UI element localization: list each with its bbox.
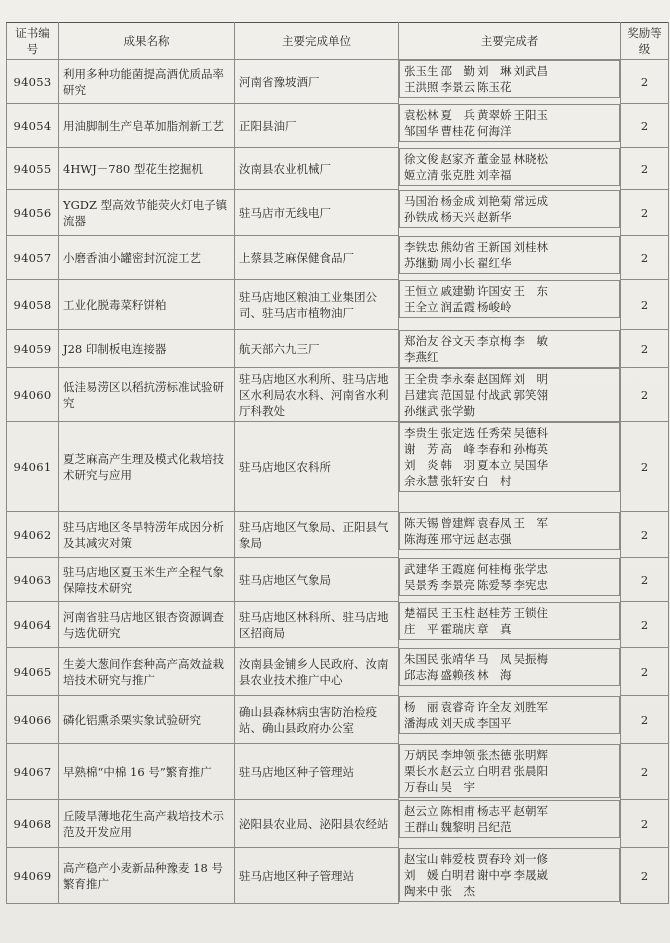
table-row <box>7 744 669 800</box>
header-unit: 主要完成单位 <box>235 23 399 60</box>
header-people: 主要完成者 <box>399 23 621 60</box>
table-row <box>7 148 669 190</box>
completer-name: 武建华 <box>404 561 439 576</box>
completer-name: 李宪忠 <box>513 577 548 592</box>
completer-name: 孙梅英 <box>513 441 548 456</box>
completer-name: 李晟崴 <box>513 867 548 882</box>
table-row <box>7 368 669 422</box>
completer-name: 常远成 <box>513 193 548 208</box>
table-row <box>7 60 669 104</box>
completer-name: 周小长 <box>440 255 475 270</box>
completer-name: 万炳民 <box>404 747 439 762</box>
completer-name: 吴国华 <box>513 457 548 472</box>
completer-name: 孙铁成 <box>404 209 439 224</box>
cell-completion-unit: 航天部六九三厂 <box>235 330 399 368</box>
completer-name: 张明辉 <box>513 747 548 762</box>
completer-name: 任秀荣 <box>477 425 512 440</box>
cell-completers <box>399 602 620 640</box>
cell-completion-unit: 河南省豫坡酒厂 <box>235 60 399 104</box>
cell-achievement-name: 低洼易涝区以稻抗涝标准试验研究 <box>59 368 235 422</box>
completer-name: 王霞庭 <box>440 561 475 576</box>
completer-name: 李国平 <box>477 715 512 730</box>
completers-list <box>404 193 548 225</box>
cell-certificate-id: 94062 <box>7 512 59 558</box>
completer-name: 潘海成 <box>404 715 439 730</box>
completer-name: 赵志强 <box>477 531 512 546</box>
table-row <box>7 512 669 558</box>
cell-achievement-name: 生姜大葱间作套种高产高效益栽培技术研究与推广 <box>59 648 235 696</box>
cell-award-grade: 2 <box>621 800 669 848</box>
completer-name: 白明君 <box>440 867 475 882</box>
table-row <box>7 602 669 648</box>
completer-name: 楚福民 <box>404 605 439 620</box>
completer-name: 何海洋 <box>477 123 512 138</box>
cell-certificate-id: 94066 <box>7 696 59 744</box>
completer-name: 李燕红 <box>404 349 439 364</box>
table-row <box>7 190 669 236</box>
completer-name: 赵国辉 <box>477 371 512 386</box>
completer-name: 袁春凤 <box>477 515 512 530</box>
completer-name: 朱国民 <box>404 651 439 666</box>
cell-award-grade: 2 <box>621 148 669 190</box>
completer-name: 刘 明 <box>513 371 548 386</box>
cell-certificate-id: 94059 <box>7 330 59 368</box>
completer-name: 刘胜军 <box>513 699 548 714</box>
completers-list <box>404 239 548 271</box>
completer-name: 刘 媛 <box>404 867 439 882</box>
cell-award-grade: 2 <box>621 368 669 422</box>
header-row <box>7 23 669 60</box>
completer-name: 邵 勤 <box>440 64 475 78</box>
cell-award-grade: 2 <box>621 648 669 696</box>
cell-achievement-name: 早熟棉“中棉 16 号”繁育推广 <box>59 744 235 800</box>
cell-completers <box>399 236 620 274</box>
completer-name: 张 杰 <box>440 883 475 898</box>
cell-certificate-id: 94060 <box>7 368 59 422</box>
completer-name: 王 东 <box>513 283 548 298</box>
completer-name: 张学忠 <box>513 561 548 576</box>
cell-achievement-name: 利用多种功能菌提高酒优质品率研究 <box>59 60 235 104</box>
cell-award-grade: 2 <box>621 104 669 148</box>
cell-achievement-name: 丘陵旱薄地花生高产栽培技术示范及开发应用 <box>59 800 235 848</box>
completer-name: 张定选 <box>440 425 475 440</box>
completer-name: 张玉生 <box>404 64 439 78</box>
completer-name: 张克胜 <box>440 167 475 182</box>
completers-list <box>404 803 548 835</box>
completer-name: 吴 宇 <box>440 779 475 794</box>
table-row <box>7 280 669 330</box>
completer-name: 邱志海 <box>404 667 439 682</box>
completer-name: 郑治友 <box>404 333 439 348</box>
completer-name: 夏本立 <box>477 457 512 472</box>
completer-name: 刘武昌 <box>513 64 548 78</box>
completer-name: 邢守远 <box>440 531 475 546</box>
completer-name: 贾春玲 <box>477 851 512 866</box>
completer-name: 刘桂林 <box>513 239 548 254</box>
cell-achievement-name: 用油脚制生产皂革加脂剂新工艺 <box>59 104 235 148</box>
completers-list <box>404 283 548 315</box>
completer-name: 马 凤 <box>477 651 512 666</box>
completer-name: 林晓松 <box>513 151 548 166</box>
cell-achievement-name: 夏芝麻高产生理及模式化栽培技术研究与应用 <box>59 422 235 512</box>
completer-name: 杨峻岭 <box>477 299 512 314</box>
cell-completion-unit: 驻马店地区农科所 <box>235 422 399 512</box>
completer-name: 陈玉花 <box>477 80 512 94</box>
cell-award-grade: 2 <box>621 60 669 104</box>
cell-completion-unit: 驻马店地区气象局 <box>235 558 399 602</box>
cell-award-grade: 2 <box>621 744 669 800</box>
completer-name: 孙继武 <box>404 403 439 418</box>
completer-name: 刘幸福 <box>477 167 512 182</box>
cell-completers <box>399 104 620 142</box>
completer-name: 赵宝山 <box>404 851 439 866</box>
completer-name: 许国安 <box>477 283 512 298</box>
completer-name: 杨 丽 <box>404 699 439 714</box>
completer-name: 吕纪范 <box>477 819 512 834</box>
completer-name: 谢中亭 <box>477 867 512 882</box>
completer-name: 赵新华 <box>477 209 512 224</box>
completer-name: 盛赖孩 <box>440 667 475 682</box>
completer-name: 王洪照 <box>404 80 439 94</box>
completer-name: 夏 兵 <box>440 107 475 122</box>
table-row <box>7 104 669 148</box>
cell-completion-unit: 汝南县农业机械厂 <box>235 148 399 190</box>
completer-name: 王恒立 <box>404 283 439 298</box>
completer-name: 杨天兴 <box>440 209 475 224</box>
table-row <box>7 236 669 280</box>
cell-completion-unit: 驻马店地区种子管理站 <box>235 848 399 904</box>
completer-name: 李 敏 <box>513 333 548 348</box>
completer-name: 马国治 <box>404 193 439 208</box>
cell-certificate-id: 94054 <box>7 104 59 148</box>
cell-achievement-name: 驻马店地区冬旱特涝年成因分析及其减灾对策 <box>59 512 235 558</box>
completer-name: 范国显 <box>440 387 475 402</box>
completer-name: 霍瑞庆 <box>440 621 475 636</box>
completer-name: 赵家齐 <box>440 151 475 166</box>
table-row <box>7 330 669 368</box>
cell-award-grade: 2 <box>621 848 669 904</box>
cell-completion-unit: 泌阳县农业局、泌阳县农经站 <box>235 800 399 848</box>
cell-award-grade: 2 <box>621 558 669 602</box>
completer-name: 万春山 <box>404 779 439 794</box>
table-row <box>7 800 669 848</box>
cell-completion-unit: 驻马店地区粮油工业集团公司、驻马店市植物油厂 <box>235 280 399 330</box>
cell-achievement-name: 驻马店地区夏玉米生产全程气象保障技术研究 <box>59 558 235 602</box>
completer-name: 王锁住 <box>513 605 548 620</box>
completer-name: 郭笑翎 <box>513 387 548 402</box>
completer-name: 赵云立 <box>440 763 475 778</box>
completers-list <box>404 425 548 489</box>
cell-completion-unit: 汝南县金铺乡人民政府、汝南县农业技术推广中心 <box>235 648 399 696</box>
cell-completers <box>399 558 620 596</box>
table-body <box>7 60 669 904</box>
completer-name: 杨金成 <box>440 193 475 208</box>
cell-completers <box>399 800 620 838</box>
completer-name: 熊幼省 <box>440 239 475 254</box>
completer-name: 魏黎明 <box>440 819 475 834</box>
completer-name: 韩 羽 <box>440 457 475 472</box>
completer-name: 张杰德 <box>477 747 512 762</box>
awards-table <box>6 22 669 904</box>
completer-name: 王群山 <box>404 819 439 834</box>
completer-name: 谷文天 <box>440 333 475 348</box>
completer-name: 余永慧 <box>404 473 439 488</box>
completer-name: 张晨阳 <box>513 763 548 778</box>
completer-name: 高 峰 <box>440 441 475 456</box>
cell-completers <box>399 648 620 686</box>
cell-award-grade: 2 <box>621 696 669 744</box>
completer-name: 袁松林 <box>404 107 439 122</box>
cell-certificate-id: 94067 <box>7 744 59 800</box>
completer-name: 邹国华 <box>404 123 439 138</box>
completer-name: 赵朝军 <box>513 803 548 818</box>
cell-achievement-name: 磷化铝熏杀栗实象试验研究 <box>59 696 235 744</box>
cell-award-grade: 2 <box>621 602 669 648</box>
completer-name: 曹桂花 <box>440 123 475 138</box>
completers-list <box>404 651 548 683</box>
cell-completers <box>399 330 620 368</box>
cell-achievement-name: 河南省驻马店地区银杏资源调查与选优研究 <box>59 602 235 648</box>
completer-name: 吕建宾 <box>404 387 439 402</box>
completer-name: 韩爱枝 <box>440 851 475 866</box>
cell-completers <box>399 512 620 550</box>
completers-list <box>404 605 548 637</box>
completer-name: 润孟霞 <box>440 299 475 314</box>
completer-name: 刘 琳 <box>477 64 512 78</box>
completers-list <box>404 561 548 593</box>
completers-list <box>404 515 548 547</box>
cell-completion-unit: 上蔡县芝麻保健食品厂 <box>235 236 399 280</box>
completer-name: 陶来中 <box>404 883 439 898</box>
completer-name: 黄翠娇 <box>477 107 512 122</box>
completer-name: 庄 平 <box>404 621 439 636</box>
cell-certificate-id: 94053 <box>7 60 59 104</box>
cell-completers <box>399 744 620 798</box>
cell-completion-unit: 正阳县油厂 <box>235 104 399 148</box>
completer-name: 李坤领 <box>440 747 475 762</box>
cell-completers <box>399 696 620 734</box>
completer-name: 王全立 <box>404 299 439 314</box>
completer-name: 林 海 <box>477 667 512 682</box>
cell-completion-unit: 确山县森林病虫害防治检疫站、确山县政府办公室 <box>235 696 399 744</box>
completer-name: 徐文俊 <box>404 151 439 166</box>
cell-certificate-id: 94056 <box>7 190 59 236</box>
table-row <box>7 696 669 744</box>
completer-name: 王阳玉 <box>513 107 548 122</box>
completers-list <box>404 333 548 365</box>
cell-award-grade: 2 <box>621 280 669 330</box>
cell-certificate-id: 94063 <box>7 558 59 602</box>
cell-completers <box>399 422 620 492</box>
completers-list <box>404 851 548 899</box>
completer-name: 白明君 <box>477 763 512 778</box>
cell-achievement-name: J28 印制板电连接器 <box>59 330 235 368</box>
completer-name: 何桂梅 <box>477 561 512 576</box>
completer-name: 张靖华 <box>440 651 475 666</box>
cell-award-grade: 2 <box>621 330 669 368</box>
completer-name: 陈天锡 <box>404 515 439 530</box>
table-row <box>7 558 669 602</box>
completer-name: 李贵生 <box>404 425 439 440</box>
cell-completion-unit: 驻马店地区气象局、正阳县气象局 <box>235 512 399 558</box>
cell-certificate-id: 94069 <box>7 848 59 904</box>
header-id: 证书编号 <box>7 23 59 60</box>
cell-achievement-name: 工业化脱毒菜籽饼粕 <box>59 280 235 330</box>
completer-name: 王 军 <box>513 515 548 530</box>
completer-name: 杨志平 <box>477 803 512 818</box>
completer-name: 李京梅 <box>477 333 512 348</box>
completer-name: 王新国 <box>477 239 512 254</box>
completer-name: 谢 芳 <box>404 441 439 456</box>
cell-completers <box>399 368 620 422</box>
cell-completion-unit: 驻马店市无线电厂 <box>235 190 399 236</box>
cell-achievement-name: 4HWJ－780 型花生挖掘机 <box>59 148 235 190</box>
cell-completers <box>399 60 620 98</box>
table-row <box>7 422 669 512</box>
cell-completers <box>399 190 620 228</box>
completer-name: 曾建辉 <box>440 515 475 530</box>
completer-name: 吴景秀 <box>404 577 439 592</box>
completer-name: 张轩安 <box>440 473 475 488</box>
cell-certificate-id: 94061 <box>7 422 59 512</box>
completer-name: 赵桂芳 <box>477 605 512 620</box>
cell-completers <box>399 848 620 902</box>
cell-certificate-id: 94058 <box>7 280 59 330</box>
completer-name: 刘一修 <box>513 851 548 866</box>
table-row <box>7 648 669 696</box>
cell-achievement-name: 高产稳产小麦新品种豫麦 18 号繁育推广 <box>59 848 235 904</box>
completer-name: 李景云 <box>440 80 475 94</box>
completer-name: 姬立清 <box>404 167 439 182</box>
completer-name: 白 村 <box>477 473 512 488</box>
completers-list <box>404 747 548 795</box>
completers-list <box>404 151 548 183</box>
completer-name: 章 真 <box>477 621 512 636</box>
completer-name: 李永秦 <box>440 371 475 386</box>
completer-name: 陈海莲 <box>404 531 439 546</box>
completer-name: 刘 炎 <box>404 457 439 472</box>
completer-name: 刘艳菊 <box>477 193 512 208</box>
completer-name: 李景亮 <box>440 577 475 592</box>
cell-certificate-id: 94064 <box>7 602 59 648</box>
completers-list <box>404 63 548 95</box>
cell-certificate-id: 94057 <box>7 236 59 280</box>
completer-name: 吴振梅 <box>513 651 548 666</box>
completer-name: 赵云立 <box>404 803 439 818</box>
cell-achievement-name: YGDZ 型高效节能荧火灯电子镇流器 <box>59 190 235 236</box>
completer-name: 栗长水 <box>404 763 439 778</box>
table-row <box>7 848 669 904</box>
completer-name: 董金显 <box>477 151 512 166</box>
cell-completion-unit: 驻马店地区水利所、驻马店地区水利局农水科、河南省水利厅科教处 <box>235 368 399 422</box>
completer-name: 刘天成 <box>440 715 475 730</box>
completer-name: 李铁忠 <box>404 239 439 254</box>
completers-list <box>404 699 548 731</box>
completer-name: 吴德科 <box>513 425 548 440</box>
cell-achievement-name: 小磨香油小罐密封沉淀工艺 <box>59 236 235 280</box>
cell-award-grade: 2 <box>621 512 669 558</box>
completer-name: 许全友 <box>477 699 512 714</box>
completer-name: 袁睿奇 <box>440 699 475 714</box>
cell-award-grade: 2 <box>621 422 669 512</box>
completers-list <box>404 371 548 419</box>
cell-completers <box>399 280 620 318</box>
completer-name: 陈相甫 <box>440 803 475 818</box>
completer-name: 戚建勤 <box>440 283 475 298</box>
cell-certificate-id: 94055 <box>7 148 59 190</box>
completer-name: 李春和 <box>477 441 512 456</box>
completer-name: 王全贵 <box>404 371 439 386</box>
header-grade: 奖励等级 <box>621 23 669 60</box>
completer-name: 苏继勤 <box>404 255 439 270</box>
cell-completion-unit: 驻马店地区林科所、驻马店地区招商局 <box>235 602 399 648</box>
completer-name: 陈爱琴 <box>477 577 512 592</box>
cell-award-grade: 2 <box>621 236 669 280</box>
cell-certificate-id: 94065 <box>7 648 59 696</box>
completer-name: 王玉柱 <box>440 605 475 620</box>
completer-name: 付战武 <box>477 387 512 402</box>
header-name: 成果名称 <box>59 23 235 60</box>
completers-list <box>404 107 548 139</box>
cell-certificate-id: 94068 <box>7 800 59 848</box>
completer-name: 翟红华 <box>477 255 512 270</box>
cell-award-grade: 2 <box>621 190 669 236</box>
completer-name: 张学勤 <box>440 403 475 418</box>
cell-completion-unit: 驻马店地区种子管理站 <box>235 744 399 800</box>
cell-completers <box>399 148 620 186</box>
